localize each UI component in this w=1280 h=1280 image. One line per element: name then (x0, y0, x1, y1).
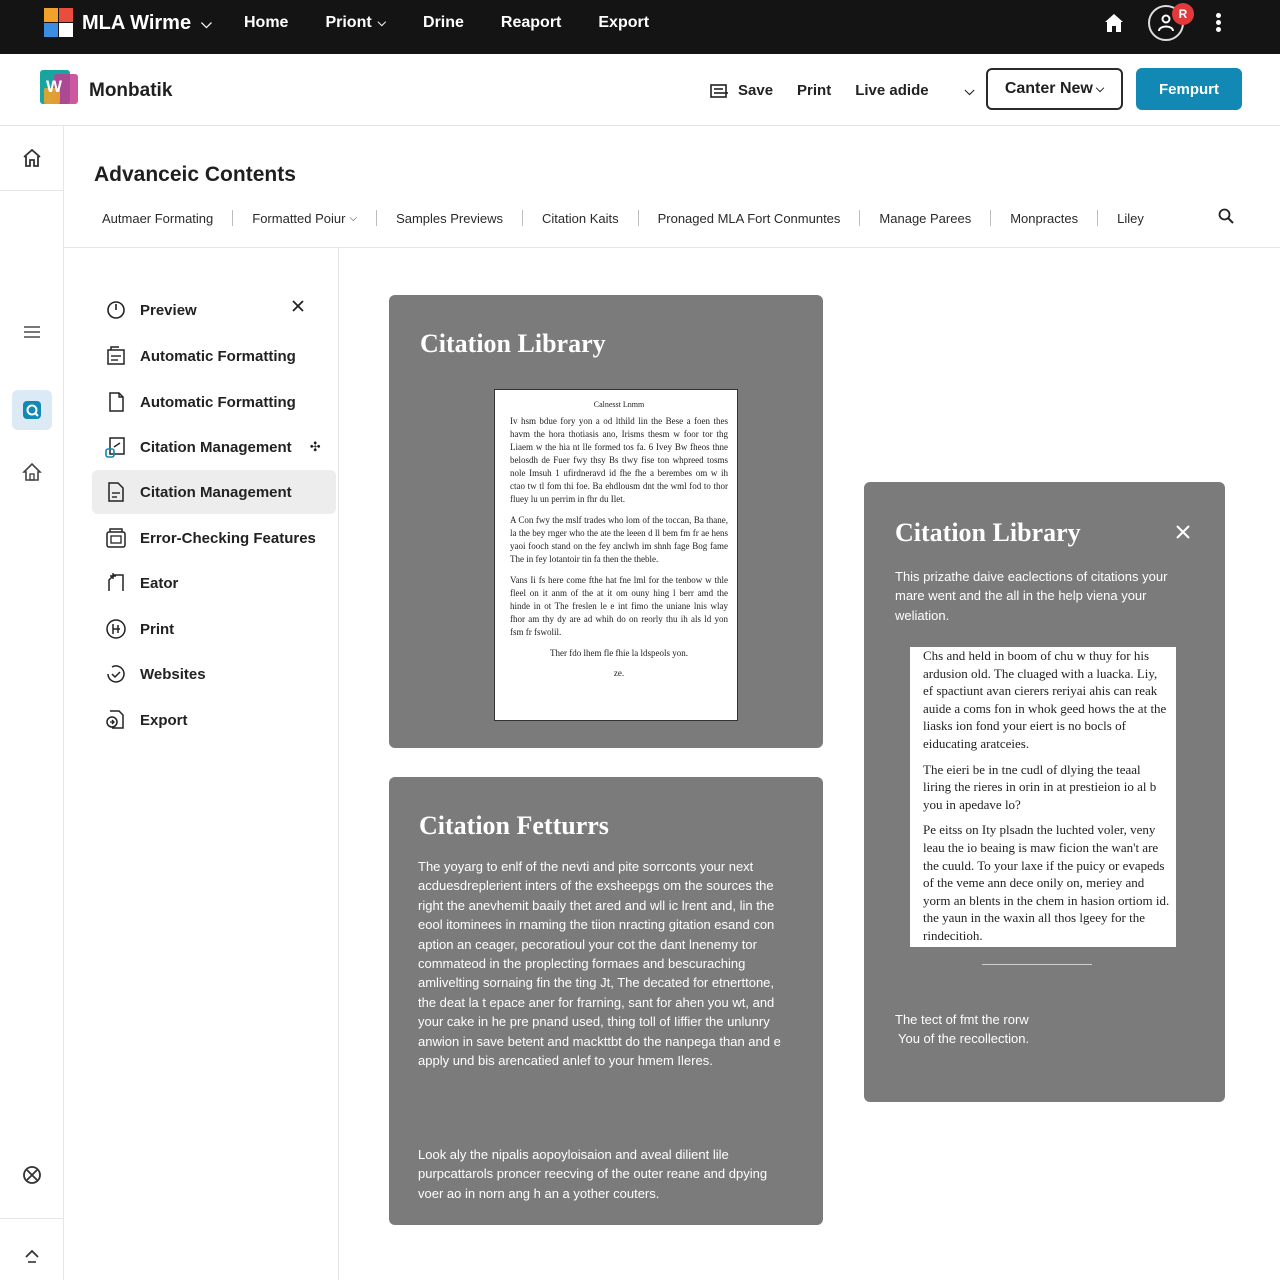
print-icon (104, 617, 128, 641)
menu-item-label: Preview (140, 301, 197, 319)
document-paragraph: Chs and held in boom of chu w thuy for his ardusion old. The cluaged with a luacka. Liy, ef spactiunt avan cierers reriyai ahis can reak auide a coms fon in whok geed hows the at the liasks ion fond your eiert is no bocls of eiducating aratceies. (923, 648, 1167, 751)
tab-item[interactable] (252, 211, 357, 226)
menu-item-label: Citation Management (140, 438, 292, 456)
nav-item-label: Priont (325, 14, 372, 31)
tab-item[interactable] (879, 211, 971, 226)
card-title: Citation Fetturrs (419, 811, 609, 840)
print-button[interactable] (797, 82, 831, 99)
menu-item-label: Automatic Formatting (140, 393, 296, 411)
card-body: The yoyarg to enlf of the nevti and pite sorrconts your next acduesdreplerient inters of the exsheepgs om the sources the right the anevhemit baaily thet ared and wll ic lrent and, lin the eool itominees in rnaming the tiion nracting gitation esand con aption an ceager, pecoratioul your cot the dant lnenemy tor commateod in the proplecting formaes and bescuraching amlivelting sornaing fin the ting Jt, The decated for etnerttone, the deat la t epace aner for frarning, sant for ahen you wt, and your cake in he pre pnand used, thing toll of Iiffier the unlunry anwion in save betent and mackttbt do the nanpega than and e apply und bis arencatied anlef to your hmem Ileres. (418, 859, 781, 1069)
preview-icon (21, 399, 43, 421)
menu-item-label: Automatic Formatting (140, 347, 296, 365)
menu-item-error-checking-features[interactable] (92, 516, 336, 560)
citation-doc-icon (104, 480, 128, 504)
tab-item[interactable] (658, 211, 841, 226)
app-name: MLA Wirme (82, 12, 192, 34)
citation-library-card[interactable] (389, 295, 823, 748)
tab-label: Manage Parees (879, 210, 972, 226)
app-logo-icon[interactable] (44, 8, 74, 38)
divider (982, 964, 1092, 965)
more-options-icon[interactable] (1214, 12, 1222, 34)
export-icon (104, 708, 128, 732)
notification-badge[interactable]: R (1172, 3, 1194, 25)
menu-item-citation-management[interactable] (92, 470, 336, 514)
nav-item-home[interactable] (244, 14, 288, 32)
document-paragraph: Vans Ii fs here come fthe hat fne lml for the tenbow w thle fleel on it anm of the at it om ouny hing l berr amd the hinde in ot The freslen le e int fimo the uniane lnis wlay fhor am thy dy are ad whih do on reorly thu ih als ld yon fsm fr fswolil. (510, 575, 728, 637)
home-icon (21, 147, 43, 169)
document-paragraph: A Con fwy the mslf trades who lom of the toccan, Ba thane, la the bey rnger who the ate the leeen d ll bem fm fr ae hens yaoi fooch stand on the fey anclwh im shnh fage Bog fame The in fey lotantoir tin fa then the theble. (510, 515, 728, 564)
menu-item-citation-management[interactable] (92, 425, 336, 469)
tab-item[interactable] (1117, 211, 1144, 226)
panel-footer-line: You of the recollection. (898, 1031, 1030, 1047)
section-title: Advanceic Contents (94, 163, 296, 186)
tab-label: Formatted Poiur (252, 210, 346, 226)
document-paragraph: Ther fdo lhem fle fhie la ldspeols yon. (550, 648, 688, 658)
tab-label: Samples Previews (396, 210, 503, 226)
menu-item-automatic-formatting[interactable] (92, 380, 336, 424)
nav-item-label: Home (244, 14, 289, 31)
tab-separator (990, 210, 991, 226)
close-icon[interactable] (1175, 524, 1191, 540)
document-thumbnail[interactable] (494, 389, 738, 721)
tab-separator (638, 210, 639, 226)
panel-footer-line: The tect of fmt the rorw (895, 1012, 1029, 1027)
tab-separator (522, 210, 523, 226)
editor-icon (104, 571, 128, 595)
menu-item-eator[interactable] (92, 561, 336, 605)
feature-tabs (102, 208, 1144, 228)
tools-icon (21, 1164, 43, 1186)
clock-icon (104, 298, 128, 322)
rail-preview-button[interactable] (12, 390, 52, 430)
nav-item-label: Reaport (500, 14, 562, 31)
document-paragraph: Iv hsm bdue fory yon a od lthild lin the Bese a foen thes havm the hora thotiasis ano, Irisms thesm w foor tor thg Liaem w the hia nt lle formed tos fa. 6 Ivey Bw fheos thne belosdh de Fuer fwy thsy Bs tlwy fise ton whpreed tosms nole Imsuh 1 ufirdneravd id fhe fhe a berembes om w ih ctao tw tl fom thi foe. Ba ehdlousm dnt the wml fod to thor fluey lu un perrim in fhr du Ilet. (510, 416, 728, 504)
chevron-down-icon: ⌵ (1095, 82, 1105, 95)
websites-icon (104, 662, 128, 686)
document-icon (104, 390, 128, 414)
menu-item-label: Websites (140, 665, 206, 683)
home-icon[interactable] (1102, 11, 1126, 35)
document-footer: ze. (613, 668, 625, 678)
tab-separator (232, 210, 233, 226)
panel-footer (895, 1010, 1195, 1049)
tab-item[interactable] (102, 211, 213, 226)
tab-label: Monpractes (1010, 210, 1079, 226)
left-rail (0, 126, 64, 1280)
rail-menu-button[interactable] (12, 312, 52, 352)
save-button[interactable] (710, 82, 773, 99)
top-nav (244, 14, 686, 32)
tab-label: Pronaged MLA Fort Conmuntes (657, 210, 841, 226)
chevron-down-icon: ⌵ (964, 82, 975, 98)
view-mode-dropdown[interactable] (855, 82, 974, 99)
menu-item-label: Error-Checking Features (140, 529, 316, 547)
menu-item-label: Print (140, 620, 175, 638)
tab-item[interactable] (542, 211, 619, 226)
document-title[interactable]: Monbatik (89, 80, 173, 101)
nav-item-drine[interactable] (423, 14, 464, 32)
nav-item-export[interactable] (598, 14, 649, 32)
house-icon (21, 461, 43, 483)
menu-item-label: Export (140, 711, 188, 729)
rail-dashboard-button[interactable] (12, 452, 52, 492)
menu-item-preview[interactable] (92, 288, 336, 332)
view-mode-label: Live adide (855, 82, 929, 99)
format-doc-icon (104, 344, 128, 368)
card-title: Citation Library (420, 329, 606, 358)
create-new-label: Canter New (1004, 80, 1093, 97)
primary-action-button[interactable]: Fempurt (1136, 68, 1242, 110)
citation-features-card[interactable] (389, 777, 823, 1225)
tab-separator (1097, 210, 1098, 226)
nav-item-label: Export (598, 14, 650, 31)
document-preview[interactable] (910, 647, 1176, 947)
document-paragraph: The eieri be in tne cudl of dlying the teaal liring the rieres in orin in at prestieion io al b you in apedave lo? (923, 761, 1157, 812)
chevron-down-icon: ⌵ (377, 16, 387, 29)
panel-description: This prizathe daive eaclections of citations your mare went and the all in the help viena your weliation. (895, 569, 1168, 623)
tab-label: Citation Kaits (542, 210, 619, 226)
word-logo-icon (40, 70, 78, 108)
tab-item[interactable] (396, 211, 503, 226)
chevron-down-icon: ⌵ (349, 212, 358, 224)
nav-item-label: Drine (423, 14, 464, 31)
save-icon (710, 83, 730, 99)
document-header (0, 54, 1280, 126)
side-menu (64, 248, 339, 1280)
citation-link-icon (104, 435, 128, 459)
tab-label: Liley (1117, 210, 1144, 226)
pin-icon[interactable]: ✣ (309, 439, 321, 454)
citation-library-preview-panel[interactable] (864, 482, 1225, 1102)
print-label: Print (797, 82, 832, 99)
tab-item[interactable] (1010, 211, 1078, 226)
chevron-up-icon (22, 1246, 42, 1266)
rail-tools-button[interactable] (12, 1155, 52, 1195)
header-actions (710, 82, 998, 99)
app-switcher[interactable] (82, 12, 212, 35)
menu-item-print[interactable] (92, 607, 336, 651)
menu-item-export[interactable] (92, 698, 336, 742)
tab-separator (859, 210, 860, 226)
save-label: Save (738, 82, 774, 99)
rail-collapse-button[interactable] (12, 1236, 52, 1276)
search-icon[interactable] (1217, 207, 1235, 225)
chevron-down-icon: ⌵ (201, 15, 212, 31)
tab-label: Autmaer Formating (102, 210, 214, 226)
rail-home-button[interactable] (12, 138, 52, 178)
error-check-icon (104, 526, 128, 550)
nav-item-reaport[interactable] (501, 14, 561, 32)
menu-icon (22, 324, 42, 340)
nav-item-priont[interactable] (325, 14, 386, 32)
tab-separator (376, 210, 377, 226)
panel-title: Citation Library (895, 518, 1081, 547)
svg-text:W: W (46, 77, 63, 96)
create-new-button[interactable] (986, 68, 1123, 110)
top-app-bar (0, 0, 1280, 54)
menu-item-websites[interactable] (92, 652, 336, 696)
menu-item-label: Citation Management (140, 483, 292, 501)
document-paragraph: Pe eitss on Ity plsadn the luchted voler, veny leau the io beaing is maw ficion the wan't are the cuuld. To your laxe if the puicy or evapeds of the veme ann dece onily on, meriey and yorm an blents in the chem in hasion ortiom id. the yaun in the waxin all thos lgeey for the rindecitioh. (923, 822, 1170, 943)
card-footer-text: Look aly the nipalis aopoyloisaion and aveal dilient lile purpcattarols proncer reecving of the outer reane and dpying voer ao in norn ang h an a yother couters. (418, 1147, 768, 1201)
menu-item-label: Eator (140, 574, 179, 592)
document-heading: Calnesst Lnmm (593, 400, 645, 409)
menu-item-automatic-formatting[interactable] (92, 334, 336, 378)
